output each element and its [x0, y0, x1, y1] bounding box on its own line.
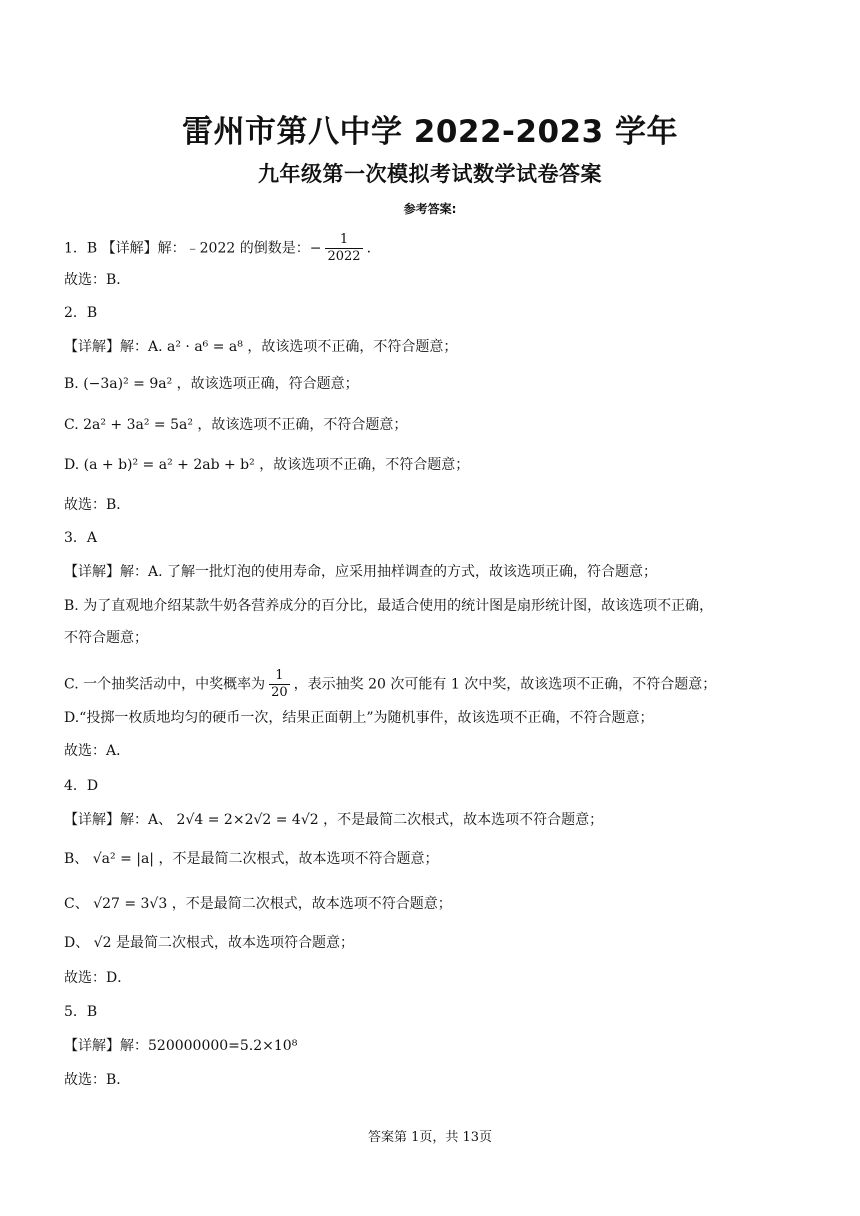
numerator: 1 — [339, 232, 349, 247]
answer-3-choice: 故选：A． — [64, 743, 131, 759]
answer-3-option-b-cont: 不符合题意； — [64, 630, 148, 646]
answer-2-heading: 2．B — [64, 305, 98, 321]
answer-4-heading: 4．D — [64, 778, 99, 794]
denominator: 2022 — [327, 249, 361, 264]
answer-2-option-a: 【详解】解：A. a² · a⁶ = a⁸ ，故该选项不正确，不符合题意； — [64, 339, 458, 355]
denominator: 20 — [271, 685, 288, 700]
section-heading: 参考答案: — [403, 202, 457, 216]
answer-1-text: 1．B 【详解】解：﹣2022 的倒数是： — [64, 240, 310, 257]
answer-3-heading: 3．A — [64, 530, 98, 546]
page-subtitle: 九年级第一次模拟考试数学试卷答案 — [258, 162, 602, 186]
answer-3-option-a: 【详解】解：A. 了解一批灯泡的使用寿命，应采用抽样调查的方式，故该选项正确，符合题意； — [64, 564, 658, 580]
option-c-text: C. 一个抽奖活动中，中奖概率为 — [64, 676, 266, 693]
answer-4-choice: 故选：D． — [64, 970, 132, 986]
answer-2-choice: 故选：B． — [64, 497, 131, 513]
fraction-1-over-2022 — [325, 232, 362, 265]
answer-2-option-c: C. 2a² + 3a² = 5a² ，故该选项不正确，不符合题意； — [64, 417, 408, 433]
answer-3-option-b: B. 为了直观地介绍某款牛奶各营养成分的百分比，最适合使用的统计图是扇形统计图，故该选项不正确， — [64, 598, 714, 614]
fraction-1-over-20 — [269, 668, 290, 701]
answer-4-option-c: C、 √27 = 3√3 ，不是最简二次根式，故本选项不符合题意； — [64, 896, 452, 912]
answer-5-heading: 5．B — [64, 1004, 98, 1020]
numerator: 1 — [275, 668, 284, 683]
answer-4-option-a: 【详解】解：A、 2√4 = 2×2√2 = 4√2 ，不是最简二次根式，故本选项不符合题意； — [64, 812, 604, 828]
answer-4-option-b: B、 √a² = |a| ，不是最简二次根式，故本选项不符合题意； — [64, 851, 439, 867]
period: . — [366, 240, 372, 257]
answer-4-option-d: D、 √2 是最简二次根式，故本选项符合题意； — [64, 935, 354, 951]
answer-2-option-d: D. (a + b)² = a² + 2ab + b² ，故该选项不正确，不符合题意； — [64, 457, 470, 473]
page-title: 雷州市第八中学 2022-2023 学年 — [181, 114, 678, 150]
answer-1-choice: 故选：B． — [64, 272, 131, 288]
answer-5-choice: 故选：B． — [64, 1072, 131, 1088]
answer-1-line — [64, 232, 371, 265]
answer-3-option-c — [64, 668, 716, 701]
minus-sign: − — [309, 240, 322, 257]
answer-5-detail: 【详解】解：520000000=5.2×10⁸ — [64, 1038, 298, 1054]
answer-2-option-b: B. (−3a)² = 9a² ，故该选项正确，符合题意； — [64, 376, 359, 392]
page-footer: 答案第 1页，共 13页 — [367, 1130, 493, 1145]
option-c-text-cont: ，表示抽奖 20 次可能有 1 次中奖，故该选项不正确，不符合题意； — [293, 676, 717, 693]
answer-3-option-d: D.“投掷一枚质地均匀的硬币一次，结果正面朝上”为随机事件，故该选项不正确，不符合题意； — [64, 710, 654, 726]
